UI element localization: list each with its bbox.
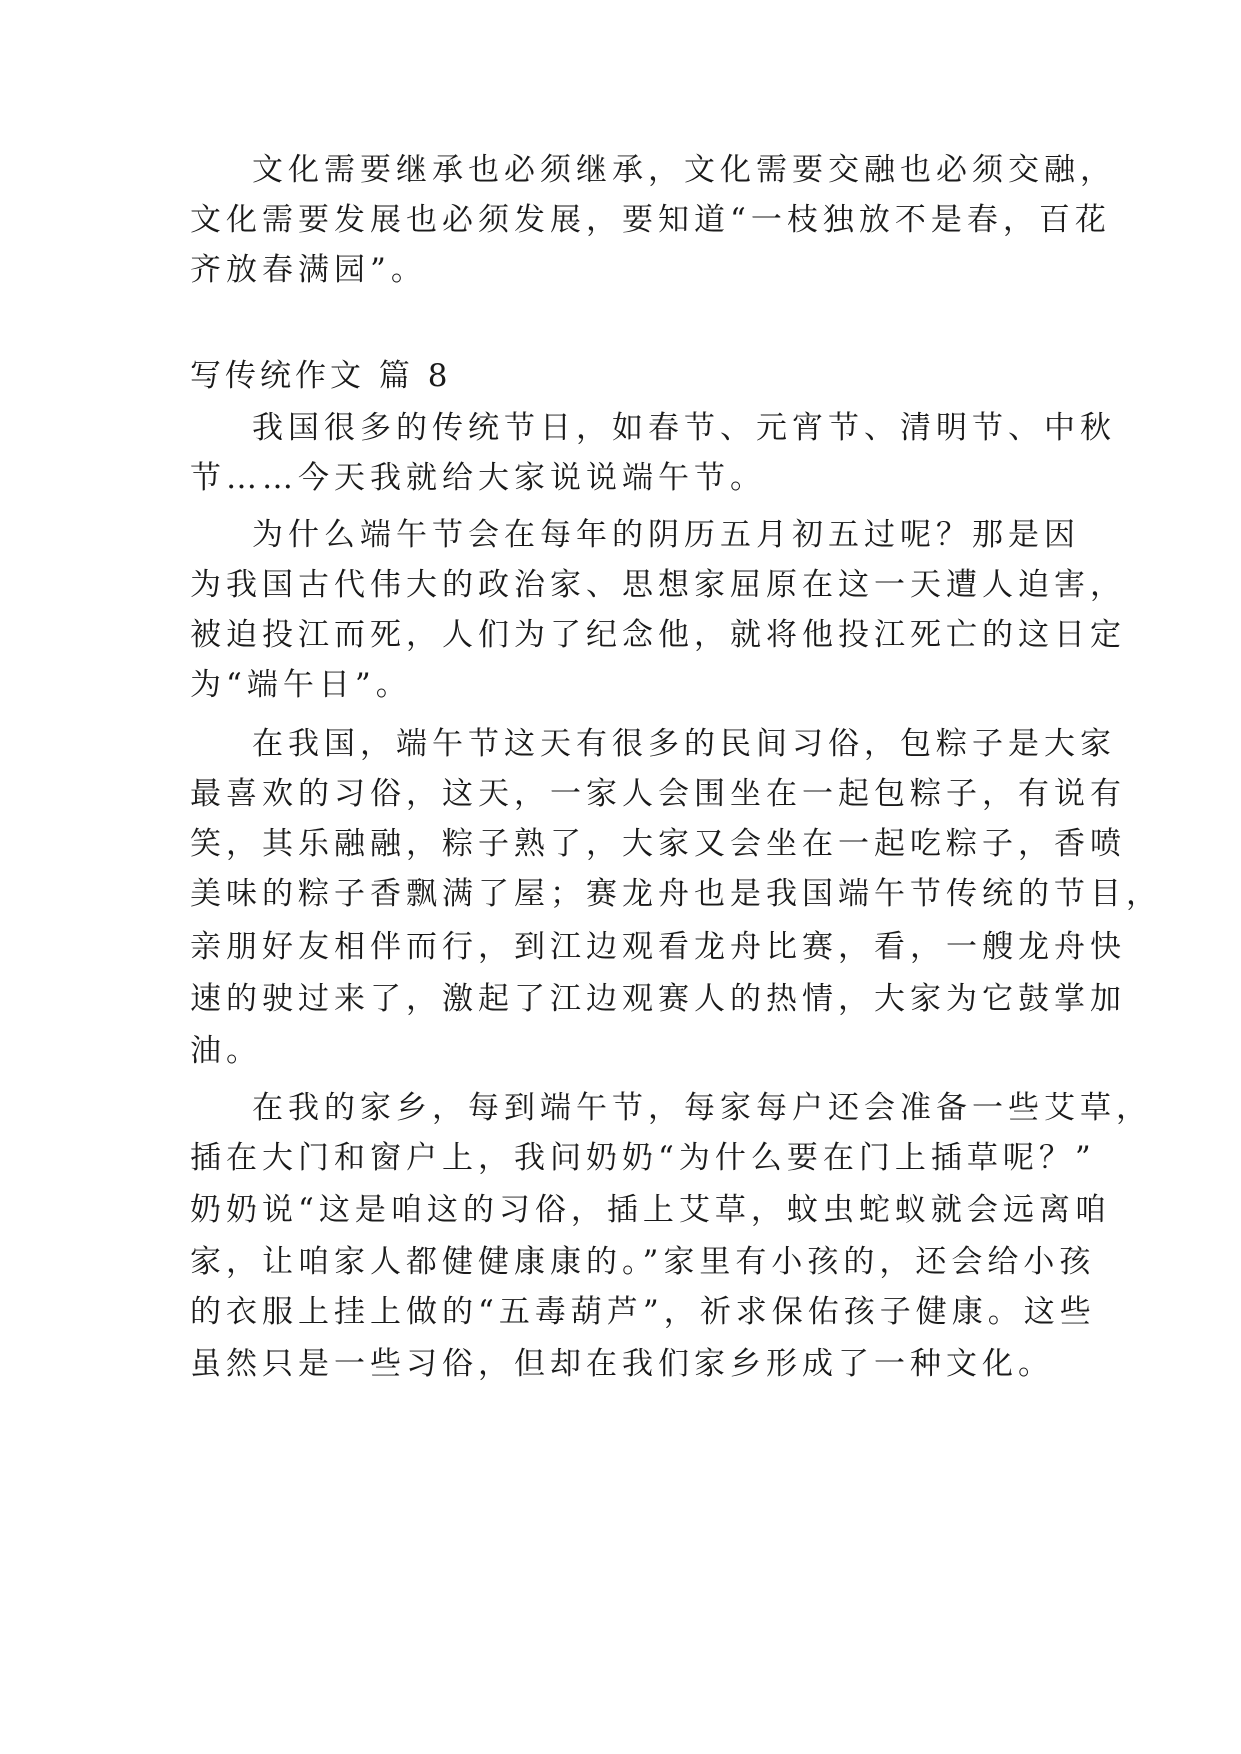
text-line: 油。 (190, 1033, 262, 1069)
text-line: 美味的粽子香飘满了屋；赛龙舟也是我国端午节传统的节目， (190, 876, 1162, 912)
text-line: 在我国，端午节这天有很多的民间习俗，包粽子是大家 (252, 726, 1116, 762)
text-line: 节……今天我就给大家说说端午节。 (190, 460, 766, 496)
text-line: 家，让咱家人都健健康康的。”家里有小孩的，还会给小孩 (190, 1244, 1096, 1280)
text-line: 亲朋好友相伴而行，到江边观看龙舟比赛，看，一艘龙舟快 (190, 929, 1126, 965)
section-heading: 写传统作文 篇 8 (190, 358, 452, 394)
text-line: 速的驶过来了，激起了江边观赛人的热情，大家为它鼓掌加 (190, 981, 1126, 1017)
text-line: 齐放春满园”。 (190, 252, 427, 288)
text-line: 为什么端午节会在每年的阴历五月初五过呢？那是因 (252, 517, 1080, 553)
text-line: 插在大门和窗户上，我问奶奶“为什么要在门上插草呢？” (190, 1140, 1096, 1176)
text-line: 为我国古代伟大的政治家、思想家屈原在这一天遭人迫害， (190, 567, 1126, 603)
text-line: 文化需要发展也必须发展，要知道“一枝独放不是春，百花 (190, 202, 1111, 238)
text-line: 在我的家乡，每到端午节，每家每户还会准备一些艾草， (252, 1090, 1152, 1126)
text-line: 的衣服上挂上做的“五毒葫芦”，祈求保佑孩子健康。这些 (190, 1294, 1096, 1330)
text-line: 我国很多的传统节日，如春节、元宵节、清明节、中秋 (252, 410, 1116, 446)
text-line: 为“端午日”。 (190, 667, 412, 703)
text-line: 文化需要继承也必须继承，文化需要交融也必须交融， (252, 152, 1116, 188)
text-line: 被迫投江而死，人们为了纪念他，就将他投江死亡的这日定 (190, 617, 1126, 653)
text-line: 笑，其乐融融，粽子熟了，大家又会坐在一起吃粽子，香喷 (190, 826, 1126, 862)
text-line: 虽然只是一些习俗，但却在我们家乡形成了一种文化。 (190, 1346, 1054, 1382)
text-line: 奶奶说“这是咱这的习俗，插上艾草，蚊虫蛇蚁就会远离咱 (190, 1192, 1111, 1228)
text-line: 最喜欢的习俗，这天，一家人会围坐在一起包粽子，有说有 (190, 776, 1126, 812)
